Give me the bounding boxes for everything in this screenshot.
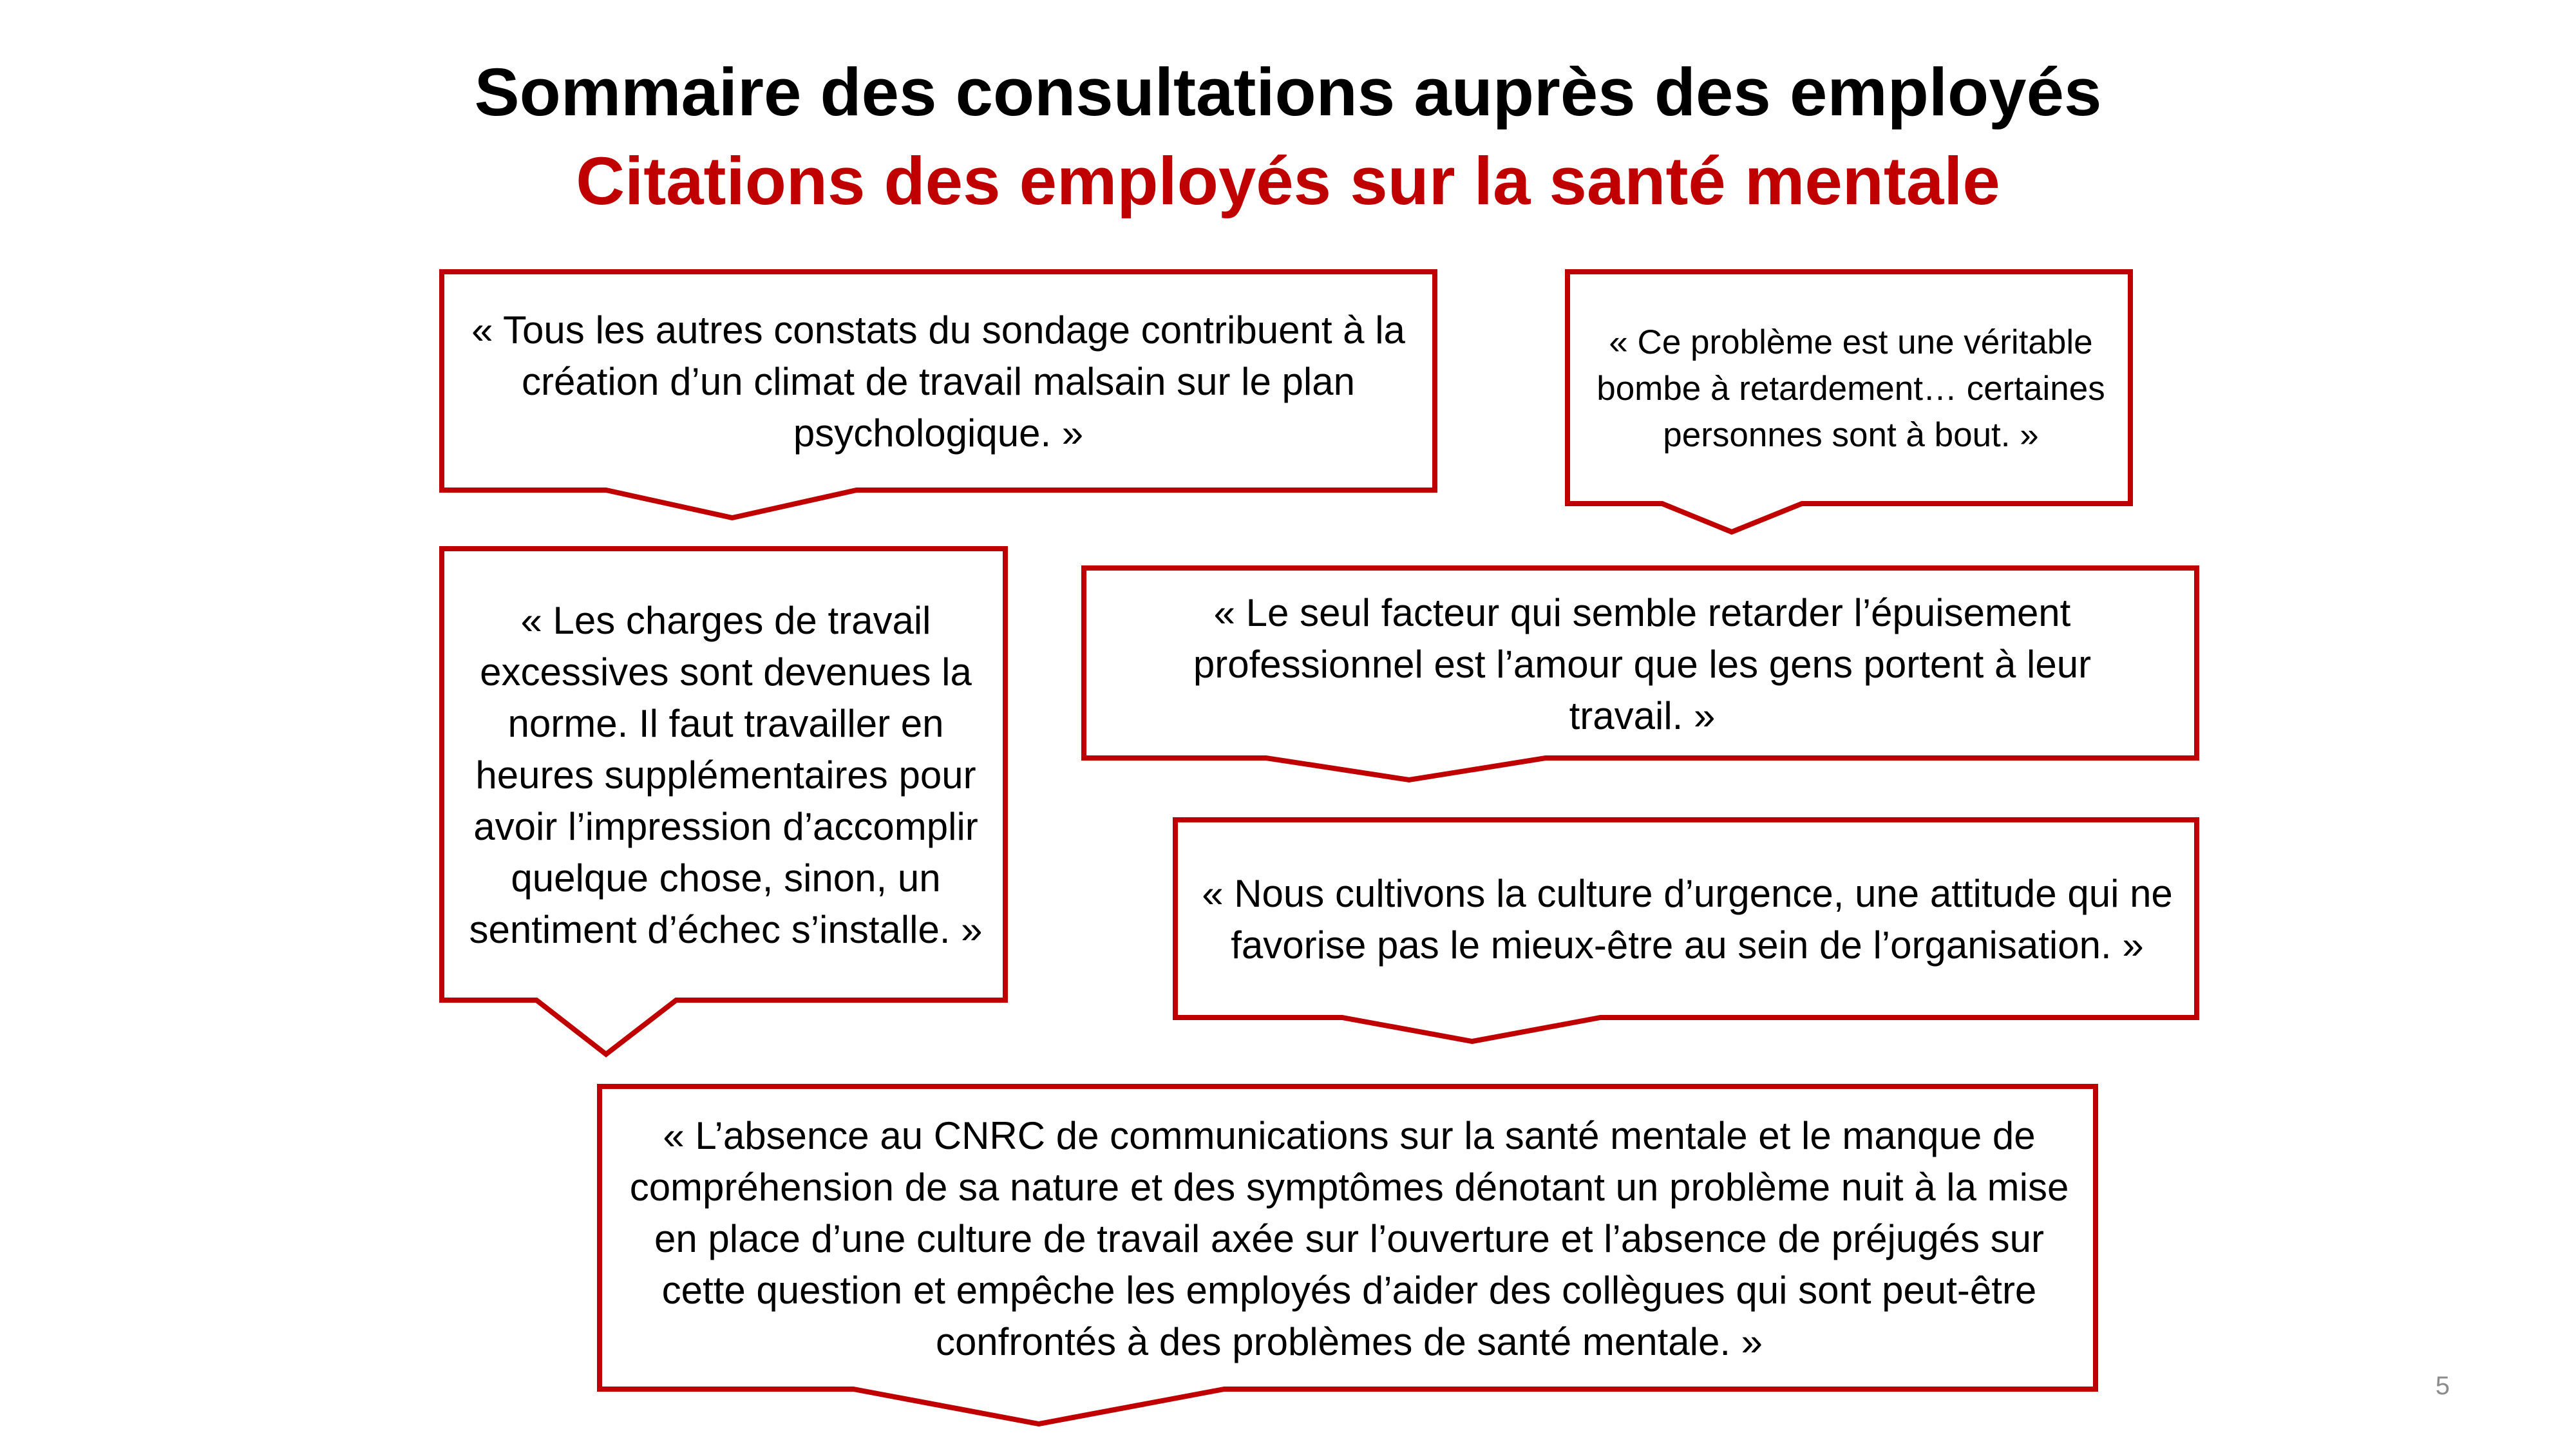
slide-subtitle: Citations des employés sur la santé mentale — [576, 144, 2000, 219]
slide-title: Sommaire des consultations auprès des employés — [474, 55, 2102, 130]
quote-3-text: « Les charges de travail excessives sont devenues la norme. Il faut travailler en heures supplémentaires pour avoir l’impression d’accomplir quelque chose, sinon, un sentiment d’échec s’installe. » — [469, 599, 983, 951]
quote-2-text: « Ce problème est une véritable bombe à retardement… certaines personnes sont à bout. » — [1596, 323, 2105, 454]
quote-1-text: « Tous les autres constats du sondage contribuent à la création d’un climat de travail malsain sur le plan psychologique. » — [471, 308, 1405, 455]
page-number: 5 — [2435, 1372, 2450, 1400]
quote-5-text: « Nous cultivons la culture d’urgence, une attitude qui ne favorise pas le mieux-être au sein de l’organisation. » — [1202, 872, 2173, 967]
quote-6-text: « L’absence au CNRC de communications sur la santé mentale et le manque de compréhension de sa nature et des symptômes dénotant un problème nuit à la mise en place d’une culture de travail axée sur l’ouverture et l’absence de préjugés sur cette question et empêche les employés d’aider des collègues qui sont peut-être confrontés à des problèmes de santé mentale. » — [629, 1114, 2069, 1363]
quote-4-text: « Le seul facteur qui semble retarder l’épuisement professionnel est l’amour que les gens portent à leur travail. » — [1193, 591, 2092, 737]
